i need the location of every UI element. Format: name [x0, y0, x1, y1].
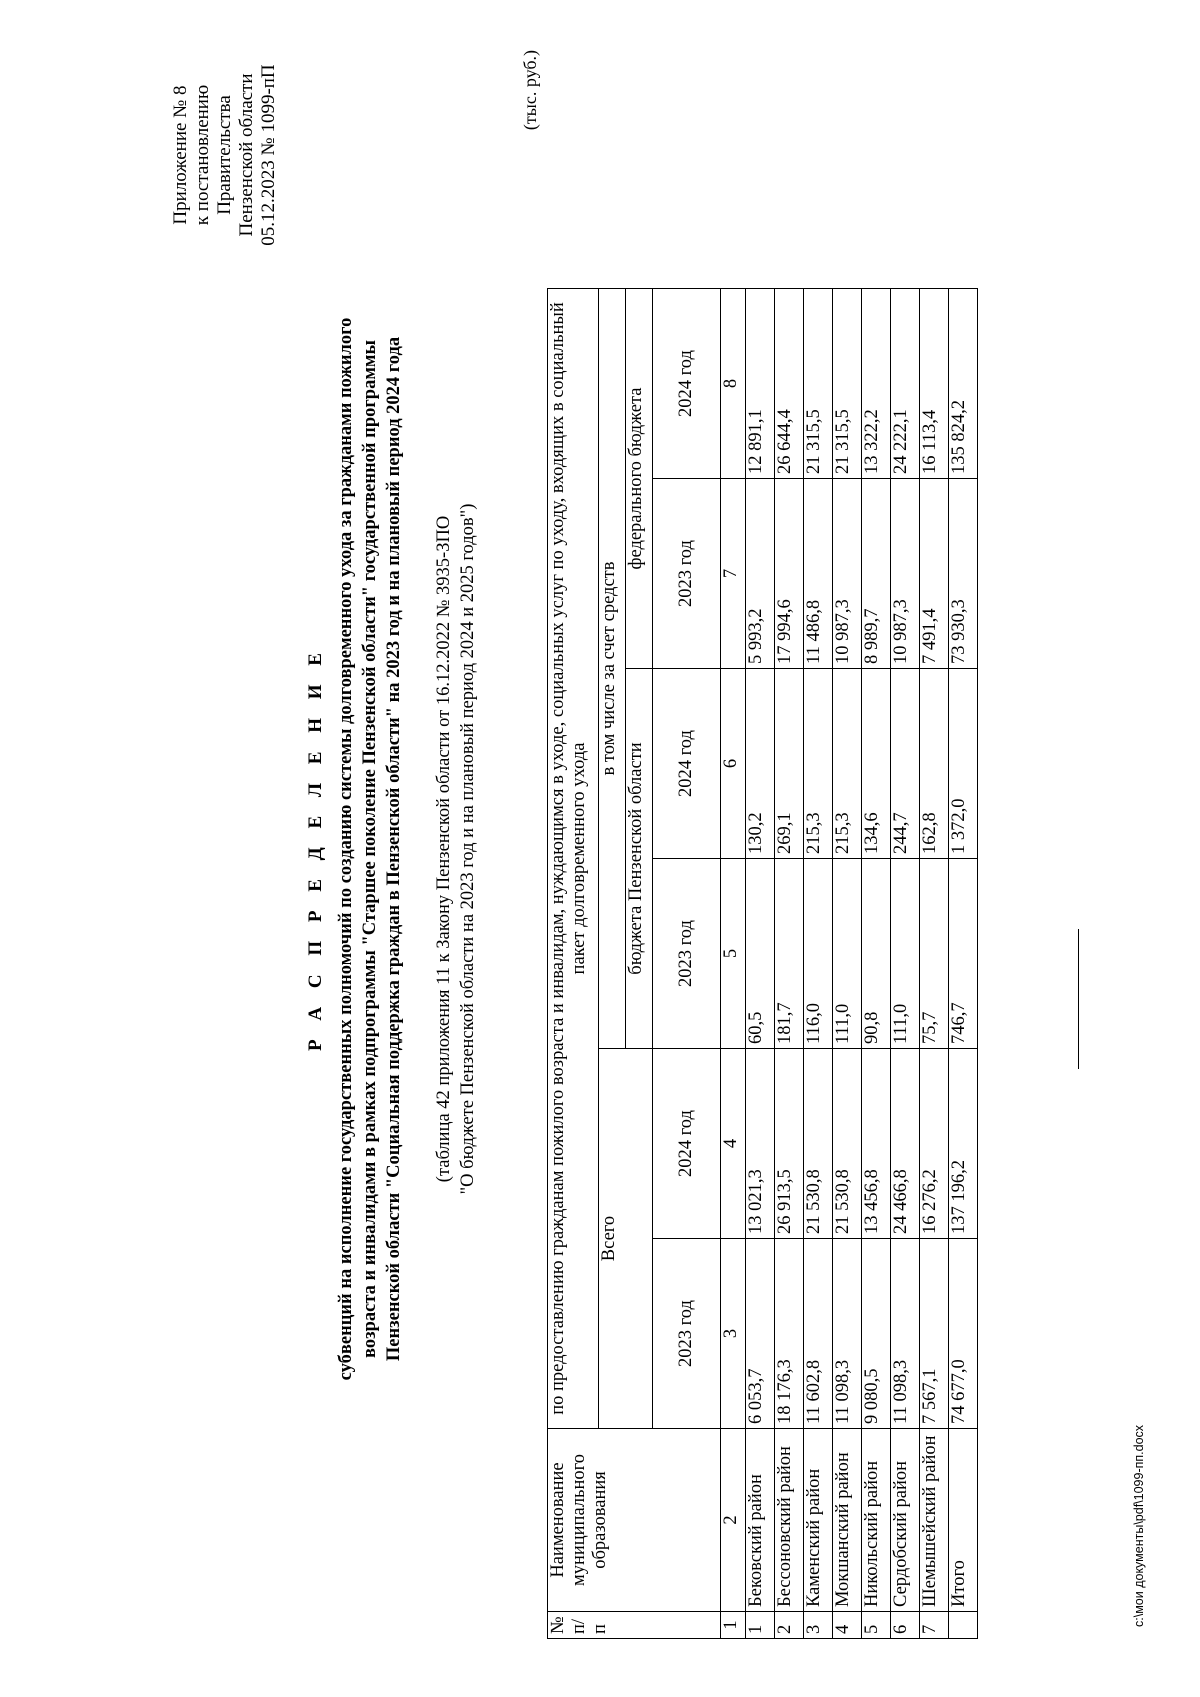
table-row — [833, 289, 862, 1639]
appendix-line-1: Приложение № 8 — [170, 85, 191, 225]
table-row — [920, 289, 949, 1639]
signature-divider — [1078, 929, 1079, 1069]
value-cell: 10 987,3 — [833, 479, 862, 669]
municipality-name: Сердобский район — [891, 1429, 920, 1612]
value-cell: 60,5 — [746, 859, 775, 1049]
file-path-footer: c:\мои документы\pdf\1099-пп.docx — [1132, 1424, 1146, 1627]
document-subtitle — [334, 269, 406, 1429]
appendix-line-3: Пензенской области — [236, 73, 257, 237]
row-number — [949, 1612, 978, 1639]
value-cell: 134,6 — [862, 669, 891, 859]
row-number: 6 — [891, 1612, 920, 1639]
header-total-2023: 2023 год — [653, 1239, 721, 1429]
column-index: 2 — [721, 1429, 746, 1612]
document-title: Р А С П Р Е Д Е Л Е Н И Е — [305, 646, 326, 1051]
value-cell: 74 677,0 — [949, 1239, 978, 1429]
value-cell: 12 891,1 — [746, 289, 775, 479]
value-cell: 73 930,3 — [949, 479, 978, 669]
value-cell: 16 276,2 — [920, 1049, 949, 1239]
value-cell: 26 644,4 — [775, 289, 804, 479]
subtitle-line-1: субвенций на исполнение государственных полномочий по созданию системы долговременного ухода за гражданами пожилого — [336, 317, 356, 1381]
header-num: № п/п — [548, 1612, 721, 1639]
municipality-name: Мокшанский район — [833, 1429, 862, 1612]
header-main: по предоставлению гражданам пожилого возраста и инвалидам, нуждающимся в уходе, социальных услуг по уходу, входящих в социальный пакет долговременного ухода — [548, 289, 599, 1429]
value-cell: 11 602,8 — [804, 1239, 833, 1429]
value-cell: 7 567,1 — [920, 1239, 949, 1429]
header-row-1 — [548, 289, 599, 1639]
table-row — [949, 289, 978, 1639]
value-cell: 244,7 — [891, 669, 920, 859]
column-index: 6 — [721, 669, 746, 859]
municipality-name: Каменский район — [804, 1429, 833, 1612]
municipality-name: Бековский район — [746, 1429, 775, 1612]
value-cell: 13 021,3 — [746, 1049, 775, 1239]
subtitle-line-2: возраста и инвалидами в рамках подпрограммы "Старшее поколение Пензенской области" государственной программы — [360, 340, 380, 1358]
table-row — [862, 289, 891, 1639]
value-cell: 21 315,5 — [804, 289, 833, 479]
header-federal: федерального бюджета — [626, 289, 653, 669]
value-cell: 6 053,7 — [746, 1239, 775, 1429]
column-index: 4 — [721, 1049, 746, 1239]
value-cell: 8 989,7 — [862, 479, 891, 669]
value-cell: 13 456,8 — [862, 1049, 891, 1239]
value-cell: 24 222,1 — [891, 289, 920, 479]
value-cell: 10 987,3 — [891, 479, 920, 669]
row-number: 5 — [862, 1612, 891, 1639]
value-cell: 90,8 — [862, 859, 891, 1049]
value-cell: 75,7 — [920, 859, 949, 1049]
value-cell: 162,8 — [920, 669, 949, 859]
value-cell: 16 113,4 — [920, 289, 949, 479]
column-index-row — [721, 289, 746, 1639]
header-regional-2023: 2023 год — [653, 859, 721, 1049]
value-cell: 135 824,2 — [949, 289, 978, 479]
row-number: 4 — [833, 1612, 862, 1639]
value-cell: 746,7 — [949, 859, 978, 1049]
value-cell: 21 530,8 — [804, 1049, 833, 1239]
value-cell: 269,1 — [775, 669, 804, 859]
row-number: 1 — [746, 1612, 775, 1639]
column-index: 1 — [721, 1612, 746, 1639]
header-including: в том числе за счет средств — [599, 289, 626, 1049]
header-regional: бюджета Пензенской области — [626, 669, 653, 1049]
value-cell: 181,7 — [775, 859, 804, 1049]
value-cell: 11 486,8 — [804, 479, 833, 669]
value-cell: 11 098,3 — [891, 1239, 920, 1429]
table-row — [891, 289, 920, 1639]
header-total-2024: 2024 год — [653, 1049, 721, 1239]
header-name: Наименование муниципального образования — [548, 1429, 721, 1612]
reference-line-1: (таблица 42 приложения 11 к Закону Пензенской области от 16.12.2022 № 3935-ЗПО — [434, 515, 454, 1183]
table-row — [746, 289, 775, 1639]
value-cell: 215,3 — [804, 669, 833, 859]
value-cell: 13 322,2 — [862, 289, 891, 479]
header-total: Всего — [599, 1049, 653, 1429]
appendix-line-4: 05.12.2023 № 1099-пП — [258, 64, 279, 246]
value-cell: 11 098,3 — [833, 1239, 862, 1429]
value-cell: 7 491,4 — [920, 479, 949, 669]
law-reference — [432, 269, 480, 1429]
header-regional-2024: 2024 год — [653, 669, 721, 859]
value-cell: 137 196,2 — [949, 1049, 978, 1239]
column-index: 3 — [721, 1239, 746, 1429]
value-cell: 130,2 — [746, 669, 775, 859]
distribution-table — [547, 288, 978, 1639]
header-federal-2024: 2024 год — [653, 289, 721, 479]
value-cell: 111,0 — [833, 859, 862, 1049]
reference-line-2: "О бюджете Пензенской области на 2023 год и на плановый период 2024 и 2025 годов") — [458, 503, 478, 1195]
table-row — [804, 289, 833, 1639]
row-number: 7 — [920, 1612, 949, 1639]
appendix-block — [170, 25, 280, 285]
municipality-name: Никольский район — [862, 1429, 891, 1612]
table-row — [775, 289, 804, 1639]
row-number: 3 — [804, 1612, 833, 1639]
row-number: 2 — [775, 1612, 804, 1639]
header-federal-2023: 2023 год — [653, 479, 721, 669]
value-cell: 111,0 — [891, 859, 920, 1049]
value-cell: 215,3 — [833, 669, 862, 859]
value-cell: 116,0 — [804, 859, 833, 1049]
value-cell: 1 372,0 — [949, 669, 978, 859]
appendix-line-2: к постановлению Правительства — [192, 84, 235, 226]
municipality-name: Шемышейский район — [920, 1429, 949, 1612]
column-index: 5 — [721, 859, 746, 1049]
value-cell: 24 466,8 — [891, 1049, 920, 1239]
value-cell: 17 994,6 — [775, 479, 804, 669]
municipality-name: Итого — [949, 1429, 978, 1612]
column-index: 8 — [721, 289, 746, 479]
units-label: (тыс. руб.) — [520, 50, 540, 131]
value-cell: 21 315,5 — [833, 289, 862, 479]
value-cell: 5 993,2 — [746, 479, 775, 669]
value-cell: 26 913,5 — [775, 1049, 804, 1239]
value-cell: 18 176,3 — [775, 1239, 804, 1429]
value-cell: 9 080,5 — [862, 1239, 891, 1429]
subtitle-line-3: Пензенской области "Социальная поддержка граждан в Пензенской области" на 2023 год и на плановый период 2024 года — [384, 336, 404, 1362]
municipality-name: Бессоновский район — [775, 1429, 804, 1612]
value-cell: 21 530,8 — [833, 1049, 862, 1239]
column-index: 7 — [721, 479, 746, 669]
